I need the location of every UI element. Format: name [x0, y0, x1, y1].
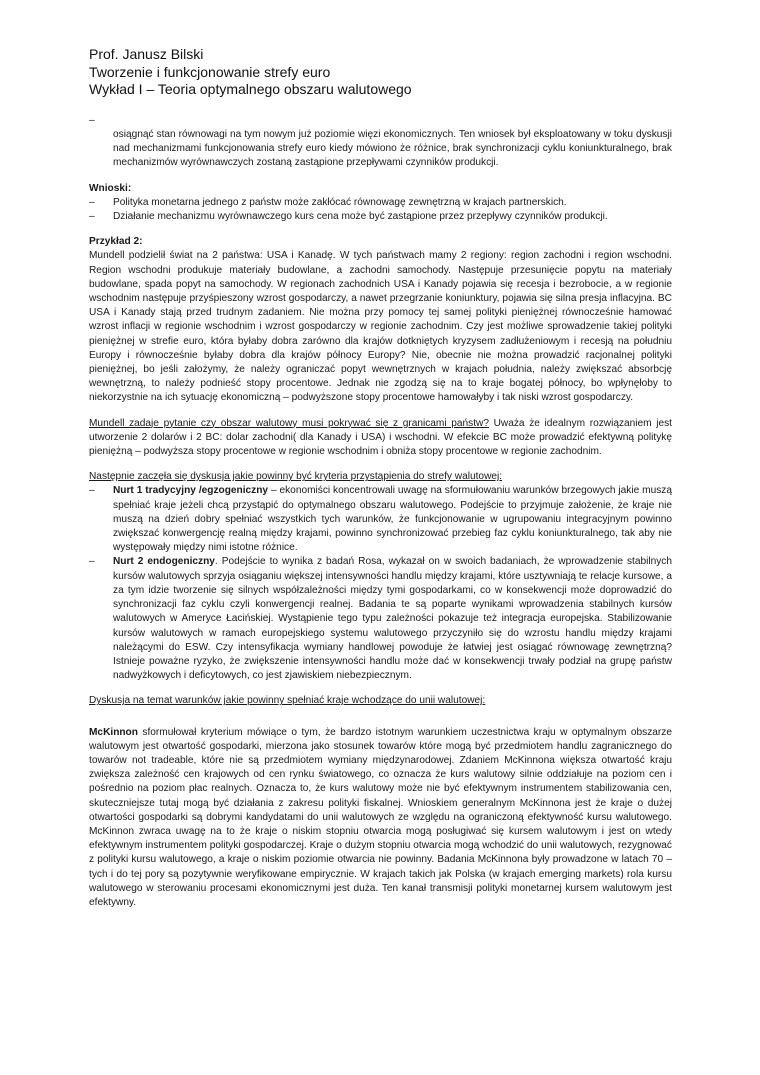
list-item: – Nurt 2 endogeniczny. Podejście to wynika z badań Rosa, wykazał on w swoich badaniach, że wprowadzenie stabilnych kursów walutowych sprzyja osiąganiu większej intensywności handlu między krajami, które usztywniają te relacje kursowe, a za tym idzie tworzenie się silnych współzależności między tymi gospodarkami, co w konsekwencji może doprowadzić do synchronizacji faz cyklu czyli konwergencji realnej. Badania te są poparte wynikami wprowadzenia stabilnych kursów walutowych w Ameryce Łacińskiej. Wystąpienie tego typu zależności pokazuje też integracja europejska. Stabilizowanie kursów walutowych w ramach europejskiego systemu walutowego przyczyniło się do wzrostu handlu między krajami należącymi do ESW. Czy intensyfikacja wymiany handlowej powoduje że łatwiej jest osiągać równowagę zewnętrzną? Istnieje poważne ryzyko, że zwiększenie intensywności handlu może dać w konsekwencji trwały podział na grupę państw nadwyżkowych i deficytowych, co jest zjawiskiem niebezpiecznym.: [89, 556, 672, 682]
lecture-title: Wykład I – Teoria optymalnego obszaru walutowego: [89, 81, 412, 97]
mundell-section: [89, 417, 672, 460]
mundell-question: Mundell zadaje pytanie czy obszar walutowy musi pokrywać się z granicami państw?: [89, 417, 489, 429]
list-item-text: Polityka monetarna jednego z państw może zakłócać równowagę zewnętrzną w krajach partnerskich.: [113, 196, 567, 208]
conclusions-heading: Wnioski:: [89, 182, 132, 194]
mckinnon-section: [89, 726, 672, 911]
mundell-text: Uważa że idealnym rozwiązaniem jest utworzenie 2 dolarów i 2 BC: dolar zachodni( dla Kanady i USA) i wschodni. W efekcie BC może prowadzić efektywną politykę pieniężną – podwyższa stopy procentowe w regionie wschodnim i obniża stopy procentowe w regionie zachodnim.: [89, 417, 672, 458]
conclusions-section: [89, 182, 672, 225]
example-heading: Przykład 2:: [89, 236, 143, 248]
mckinnon-text: sformułował kryterium mówiące o tym, że bardzo istotnym warunkiem uczestnictwa kraju w optymalnym obszarze walutowym jest otwartość gospodarki, mierzona jako stosunek towarów które mogą być przedmiotem handlu zagranicznego do towarów not tradeable, które nie są przedmiotem wymiany międzynarodowej. Zdaniem McKinnona większa otwartość kraju zwiększa zależność cen krajowych od cen rynku światowego, co oznacza że kurs walutowy silnie oddziałuje na poziom cen i pośrednio na poziom płac realnych. Oznacza to, że kurs walutowy może nie być efektywnym instrumentem stabilizowania cen, skuteczniejsze tutaj mogą być działania z zakresu polityki fiskalnej. Wnioskiem generalnym McKinnona jest że kraje o dużej otwartości gospodarki są dobrymi kandydatami do unii walutowych ze względu na ograniczoną efektywność kursu walutowego. McKinnon zwraca uwagę na to że kraje o niskim stopniu otwarcia mogą posługiwać się kursem walutowym i jest on wtedy efektywnym instrumentem polityki gospodarczej. Kraje o dużym stopniu otwarcia mogą wchodzić do unii walutowych, rezygnować z polityki kursu walutowego, a kraje o niskim poziomie otwarcia nie powinny. Badania McKinnona były prowadzone w latach 70 – tych i do tej pory są pozytywnie weryfikowane empirycznie. W krajach takich jak Polska (w krajach emerging markets) rola kursu walutowego w sterowaniu procesami ekonomicznymi jest duża. Ten kanał transmisji polityki monetarnej kursem walutowym jest efektywny.: [89, 726, 672, 908]
mundell-paragraph: [89, 417, 672, 460]
criteria-item-title: Nurt 2 endogeniczny: [113, 556, 215, 568]
list-item: – Nurt 1 tradycyjny /egzogeniczny – ekonomiści koncentrowali uwagę na sformułowaniu warunków brzegowych jakie muszą spełniać kraje jeżeli chcą przystąpić do optymalnego obszaru walutowego. Podejście to przyjmuje założenie, że kraje nie muszą na dzień dobry spełniać wszystkich tych warunków, że funkcjonowanie w ugrupowaniu integracyjnym powinno zwiększać konwergencję realną między krajami, powinno synchronizować przebieg faz cyklu koniunkturalnego, tak aby nie występowały między nimi istotne różnice.: [89, 485, 672, 554]
criteria-item-text: . Podejście to wynika z badań Rosa, wykazał on w swoich badaniach, że wprowadzenie stabilnych kursów walutowych sprzyja osiąganiu większej intensywności handlu między krajami, które usztywniają te relacje kursowe, a za tym idzie tworzenie się silnych współzależności między tymi gospodarkami, co w konsekwencji może doprowadzić do synchronizacji faz cyklu czyli konwergencji realnej. Badania te są poparte wynikami wprowadzenia stabilnych kursów walutowych w Ameryce Łacińskiej. Wystąpienie tego typu zależności pokazuje też integracja europejska. Stabilizowanie kursów walutowych w ramach europejskiego systemu walutowego przyczyniło się do wzrostu handlu między krajami należącymi do ESW. Czy intensyfikacja wymiany handlowej powoduje że łatwiej jest osiągać równowagę zewnętrzną? Istnieje poważne ryzyko, że zwiększenie intensywności handlu może dać w konsekwencji trwały podział na grupę państw nadwyżkowych i deficytowych, co jest zjawiskiem niebezpiecznym.: [113, 556, 672, 682]
list-item: – Polityka monetarna jednego z państw może zakłócać równowagę zewnętrzną w krajach partnerskich.: [89, 196, 567, 208]
course-title: Tworzenie i funkcjonowanie strefy euro: [89, 63, 331, 80]
author-line: Prof. Janusz Bilski: [89, 46, 204, 62]
discussion-section: [89, 694, 672, 708]
criteria-item-text: – ekonomiści koncentrowali uwagę na sformułowaniu warunków brzegowych jakie muszą spełniać kraje jeżeli chcą przystąpić do optymalnego obszaru walutowego. Podejście to przyjmuje założenie, że kraje nie muszą na dzień dobry spełniać wszystkich tych warunków, że funkcjonowanie w ugrupowaniu integracyjnym powinno zwiększać konwergencję realną między krajami, powinno synchronizować przebieg faz cyklu koniunkturalnego, tak aby nie występowały między nimi istotne różnice.: [113, 485, 672, 554]
criteria-list: [89, 484, 672, 683]
mckinnon-name: McKinnon: [89, 726, 138, 738]
list-item: – Działanie mechanizmu wyrównawczego kurs cena może być zastąpione przez przepływy czynników produkcji.: [89, 211, 608, 223]
criteria-item-title: Nurt 1 tradycyjny /egzogeniczny: [113, 485, 269, 497]
intro-dash: –: [89, 115, 95, 126]
criteria-heading: Następnie zaczęła się dyskusja jakie powinny być kryteria przystąpienia do strefy walutowej:: [89, 471, 503, 483]
conclusions-list: [89, 196, 672, 224]
list-item-text: Działanie mechanizmu wyrównawczego kurs cena może być zastąpione przez przepływy czynników produkcji.: [113, 211, 608, 223]
example-section: [89, 235, 672, 405]
discussion-heading: Dyskusja na temat warunków jakie powinny spełniać kraje wchodzące do unii walutowej:: [89, 695, 486, 707]
document-body: [89, 114, 672, 910]
criteria-section: [89, 470, 672, 683]
document-header: [89, 46, 689, 99]
intro-paragraph: osiągnąć stan równowagi na tym nowym już poziomie więzi ekonomicznych. Ten wniosek był eksploatowany w toku dyskusji nad mechanizmami funkcjonowania strefy euro kiedy mówiono że różnice, brak synchronizacji cyklu koniunkturalnego, brak mechanizmów wyrównawczych zostaną zastąpione przepływami czynników produkcji.: [113, 129, 672, 169]
mckinnon-paragraph: [89, 726, 672, 911]
example-paragraph: Mundell podzielił świat na 2 państwa: USA i Kanadę. W tych państwach mamy 2 regiony: region zachodni i region wschodni. Region wschodni produkuje materiały budowlane, a zachodni samochody. Następuje przesunięcie popytu na materiały budowlane, spada popyt na samochody. W regionach zachodnich USA i Kanady pojawia się recesja i bezrobocie, a w regionie wschodnim następuje przyśpieszony wzrost gospodarczy, a nawet przegrzanie koniunktury, pojawia się silna presja inflacyjna. BC USA i Kanady stają przed trudnym zadaniem. Nie można przy pomocy tej samej polityki pieniężnej równocześnie hamować wzrost inflacji w regionie wschodnim i wzrost gospodarczy w regionie zachodnim. Czy jest możliwe sprowadzenie takiej polityki pieniężnej w strefie euro, która byłaby dobra zarówno dla krajów dotkniętych kryzysem zadłużeniowym i recesją na południu Europy i równocześnie byłaby dobra dla krajów północy Europy? Nie, obecnie nie można prowadzić racjonalnej polityki pieniężnej, bo jeśli założymy, że należy ograniczać popyt wewnętrznych w krajach południa, należy zwiększać absorbcję wewnętrzną, to należy podnieść stopy procentowe. Jednak nie zgodzą się na to kraje bogatej północy, bo wpłynęłoby to niekorzystnie na ich sytuację ekonomiczną – podwyższone stopy procentowe hamowałyby i tak niski wzrost gospodarczy.: [89, 250, 672, 404]
